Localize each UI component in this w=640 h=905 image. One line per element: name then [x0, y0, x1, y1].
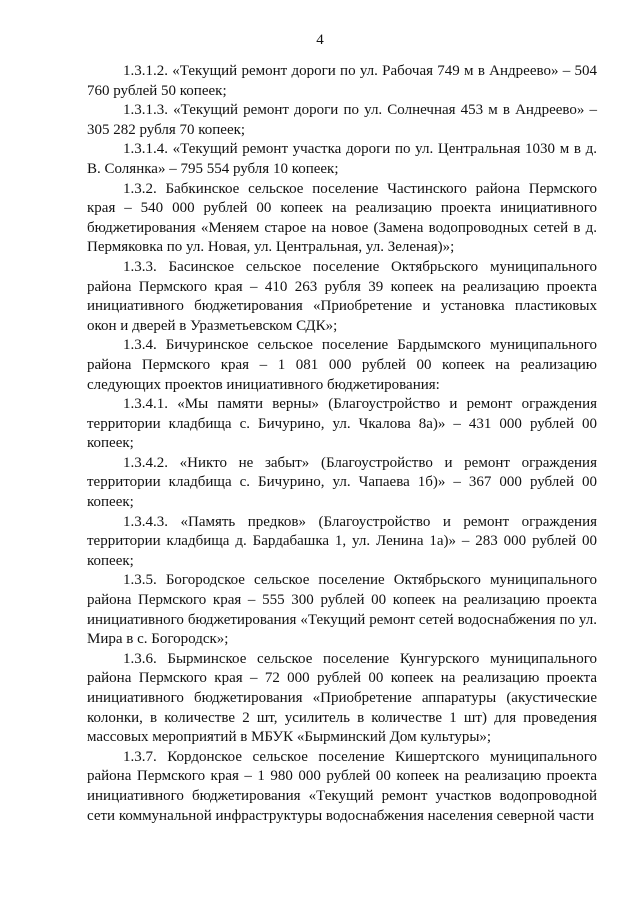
paragraph-1-3-4-1: 1.3.4.1. «Мы памяти верны» (Благоустройство и ремонт ограждения территории кладбища с. Бичурино, ул. Чкалова 8а)» – 431 000 рублей 00 копеек;: [87, 396, 597, 452]
paragraph-1-3-4-2: 1.3.4.2. «Никто не забыт» (Благоустройство и ремонт ограждения территории кладбища с. Бичурино, ул. Чапаева 1б)» – 367 000 рублей 00 копеек;: [87, 454, 597, 511]
paragraph-1-3-7: 1.3.7. Кордонское сельское поселение Кишертского муниципального района Пермского края – 1 980 000 рублей 00 копеек на реализацию проекта инициативного бюджетирования «Текущий ремонт участков водопроводной сети коммунальной инфраструктуры водоснабжения населения северной части: [87, 748, 597, 824]
page-number: 4: [316, 32, 324, 48]
paragraph-1-3-3: 1.3.3. Басинское сельское поселение Октябрьского муниципального района Пермского края – 410 263 рубля 39 копеек на реализацию проекта инициативного бюджетирования «Приобретение и установка пластиковых окон и дверей в Уразметьевском СДК»;: [87, 258, 597, 334]
paragraph-1-3-6: 1.3.6. Бырминское сельское поселение Кунгурского муниципального района Пермского края – 72 000 рублей 00 копеек на реализацию проекта инициативного бюджетирования «Приобретение аппаратуры (акустические колонки, в количестве 2 шт, усилитель в количестве 1 шт) для проведения массовых мероприятий в МБУК «Бырминский Дом культуры»;: [87, 650, 597, 746]
document-body: [87, 62, 597, 826]
paragraph-1-3-4-3: 1.3.4.3. «Память предков» (Благоустройство и ремонт ограждения территории кладбища д. Бардабашка 1, ул. Ленина 1а)» – 283 000 рублей 00 копеек;: [87, 513, 597, 569]
paragraph-1-3-1-4: 1.3.1.4. «Текущий ремонт участка дороги по ул. Центральная 1030 м в д. В. Солянка» – 795 554 рубля 10 копеек;: [87, 141, 597, 177]
paragraph-1-3-2: 1.3.2. Бабкинское сельское поселение Частинского района Пермского края – 540 000 рублей 00 копеек на реализацию проекта инициативного бюджетирования «Меняем старое на новое (Замена водопроводных сетей в д. Пермяковка по ул. Новая, ул. Центральная, ул. Зеленая)»;: [87, 180, 597, 256]
paragraph-1-3-4: 1.3.4. Бичуринское сельское поселение Бардымского муниципального района Пермского края – 1 081 000 рублей 00 копеек на реализацию следующих проектов инициативного бюджетирования:: [87, 337, 597, 393]
paragraph-1-3-5: 1.3.5. Богородское сельское поселение Октябрьского муниципального района Пермского края – 555 300 рублей 00 копеек на реализацию проекта инициативного бюджетирования «Текущий ремонт сетей водоснабжения по ул. Мира в с. Богородск»;: [87, 572, 597, 648]
paragraph-1-3-1-2: 1.3.1.2. «Текущий ремонт дороги по ул. Рабочая 749 м в Андреево» – 504 760 рублей 50 копеек;: [87, 63, 597, 99]
paragraph-1-3-1-3: 1.3.1.3. «Текущий ремонт дороги по ул. Солнечная 453 м в Андреево» – 305 282 рубля 70 копеек;: [87, 102, 597, 138]
